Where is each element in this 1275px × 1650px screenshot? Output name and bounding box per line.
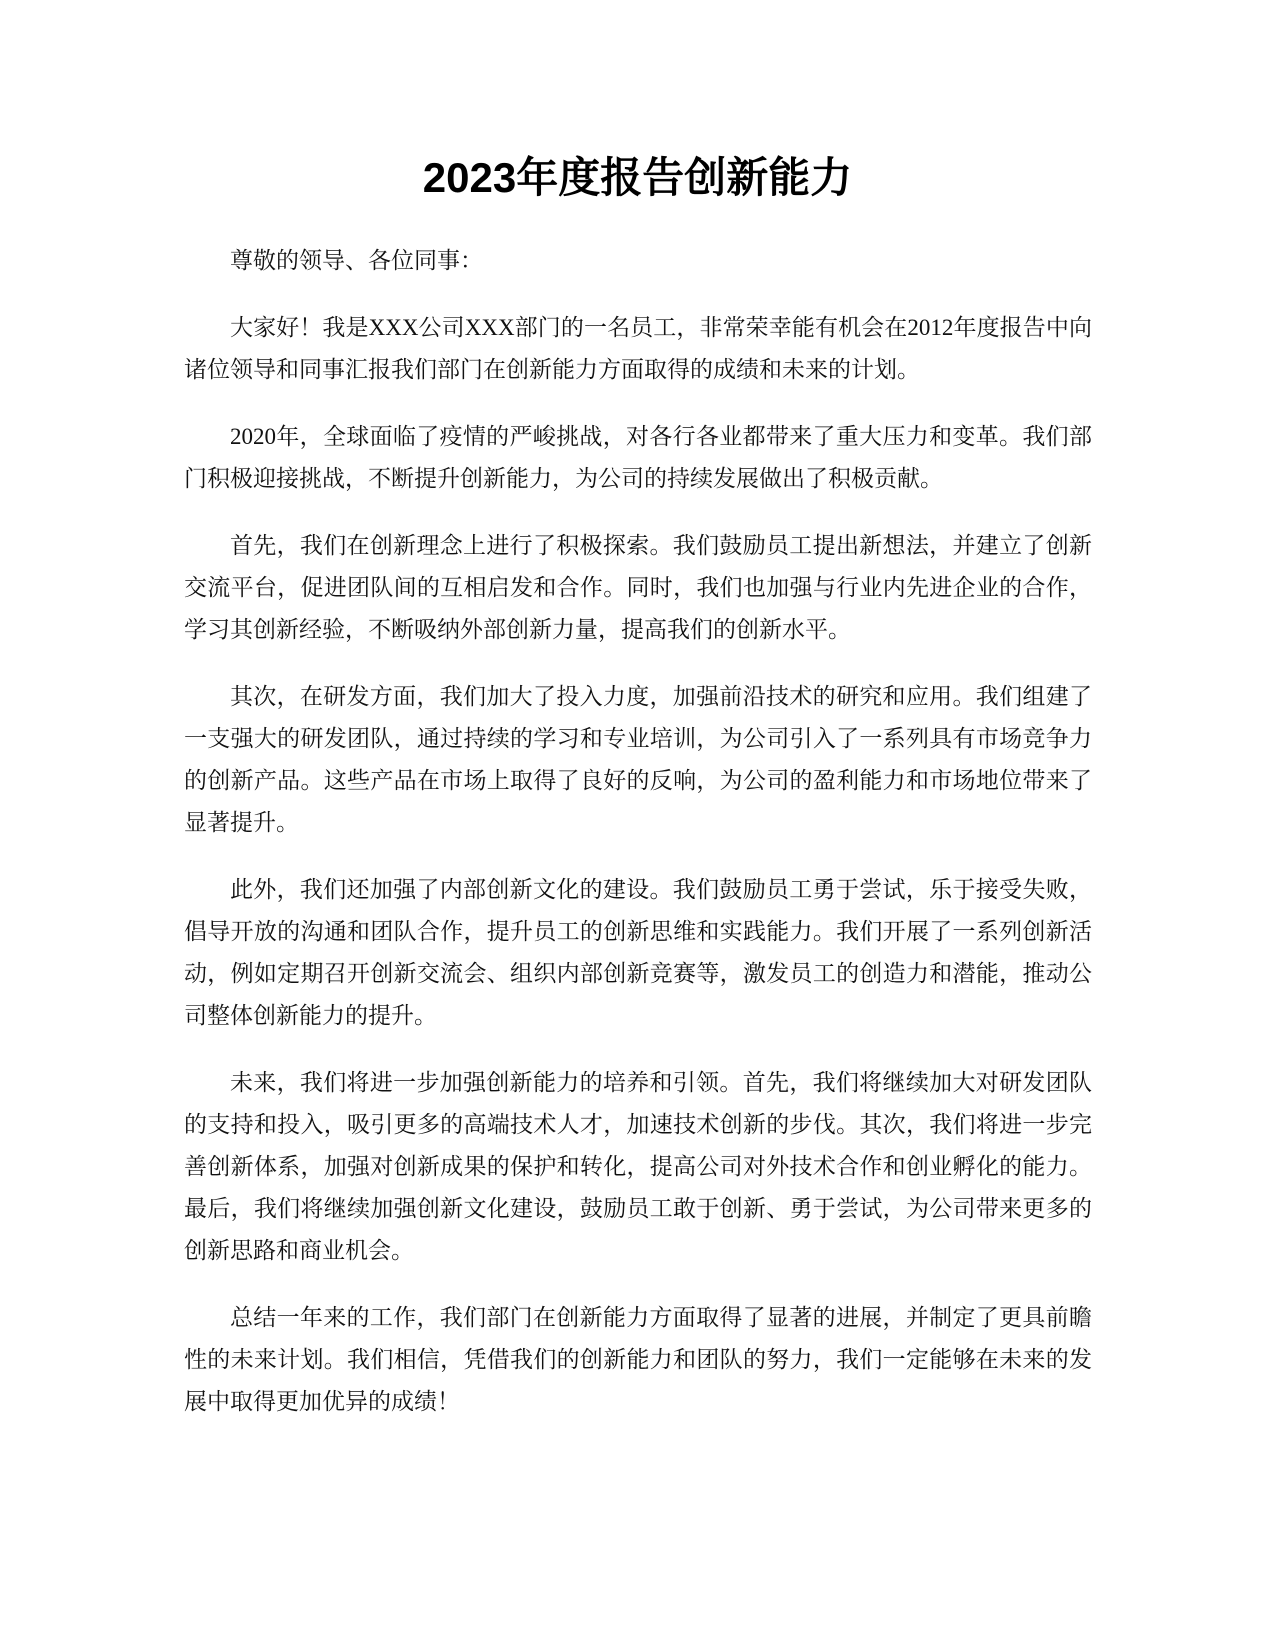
paragraph-conclusion: 总结一年来的工作，我们部门在创新能力方面取得了显著的进展，并制定了更具前瞻性的未来计划。我们相信，凭借我们的创新能力和团队的努力，我们一定能够在未来的发展中取得更加优异的成绩！ <box>184 1305 1092 1414</box>
document-title: 2023年度报告创新能力 <box>422 154 853 201</box>
paragraph-salutation: 尊敬的领导、各位同事： <box>230 248 483 273</box>
paragraph-background: 2020年，全球面临了疫情的严峻挑战，对各行各业都带来了重大压力和变革。我们部门积极迎接挑战，不断提升创新能力，为公司的持续发展做出了积极贡献。 <box>184 424 1092 491</box>
document-body <box>184 240 1092 1448</box>
paragraph-future-plans: 未来，我们将进一步加强创新能力的培养和引领。首先，我们将继续加大对研发团队的支持和投入，吸引更多的高端技术人才，加速技术创新的步伐。其次，我们将进一步完善创新体系，加强对创新成果的保护和转化，提高公司对外技术合作和创业孵化的能力。最后，我们将继续加强创新文化建设，鼓励员工敢于创新、勇于尝试，为公司带来更多的创新思路和商业机会。 <box>184 1070 1092 1263</box>
paragraph-innovation-concept: 首先，我们在创新理念上进行了积极探索。我们鼓励员工提出新想法，并建立了创新交流平台，促进团队间的互相启发和合作。同时，我们也加强与行业内先进企业的合作，学习其创新经验，不断吸纳外部创新力量，提高我们的创新水平。 <box>184 533 1092 642</box>
paragraph-research-development: 其次，在研发方面，我们加大了投入力度，加强前沿技术的研究和应用。我们组建了一支强大的研发团队，通过持续的学习和专业培训，为公司引入了一系列具有市场竞争力的创新产品。这些产品在市场上取得了良好的反响，为公司的盈利能力和市场地位带来了显著提升。 <box>184 684 1092 835</box>
paragraph-innovation-culture: 此外，我们还加强了内部创新文化的建设。我们鼓励员工勇于尝试，乐于接受失败，倡导开放的沟通和团队合作，提升员工的创新思维和实践能力。我们开展了一系列创新活动，例如定期召开创新交流会、组织内部创新竞赛等，激发员工的创造力和潜能，推动公司整体创新能力的提升。 <box>184 877 1092 1028</box>
paragraph-introduction: 大家好！我是XXX公司XXX部门的一名员工，非常荣幸能有机会在2012年度报告中向诸位领导和同事汇报我们部门在创新能力方面取得的成绩和未来的计划。 <box>184 315 1092 382</box>
